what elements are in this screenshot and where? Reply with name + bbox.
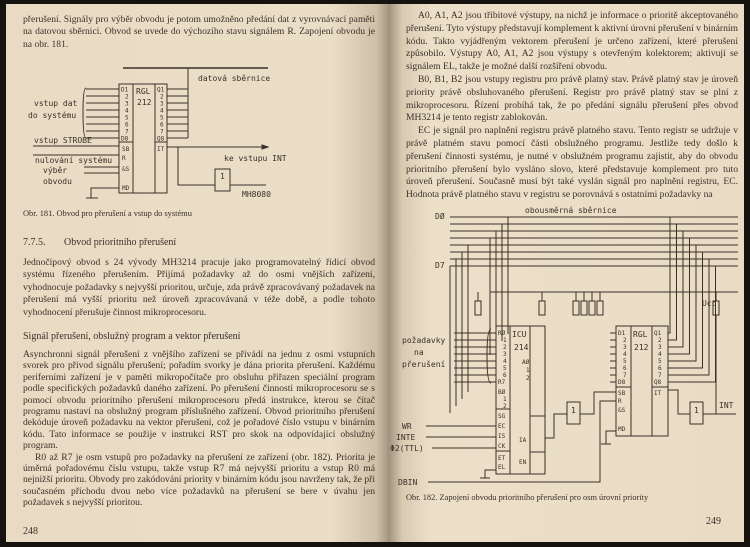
icu-pin-label: BØ [498,389,506,396]
label-requests-3: přerušení [402,360,446,369]
icu-pin-label: RØ [498,330,506,337]
icu-name: ICU [512,330,527,339]
rgl-pin-label: 6 [623,365,627,372]
resistor [539,301,545,315]
label-int: INT [719,401,734,410]
resistor [475,301,481,315]
rgl-name: RGL [633,330,648,339]
intro-paragraph: přerušení. Signály pro výběr obvodu je potom umožněno předání dat z vyrovnávací paměti na datovou sběrnici. Obvod se uvede do výchozího stavu signálem R. Zapojení obvodu je na obr. 181. [23,14,375,50]
left-page [6,4,388,542]
label-select: výběr [43,166,68,175]
rgl-pin-label: SB [618,390,626,397]
rgl-pin-label: D1 [618,330,626,337]
bus-label: obousměrná sběrnice [525,206,617,215]
input-pin-label: 5 [125,114,129,122]
gate-label: 1 [220,172,225,181]
icu-pin-label: ET [498,455,506,462]
icu-output-ia: IA [519,437,527,444]
icu-pin-label: R7 [498,379,506,386]
output-pin-label: 6 [160,121,164,129]
rgl-pin-label: D8 [618,379,626,386]
chip-number: 212 [137,98,152,107]
rgl-output-wire [668,217,670,333]
input-pin-label: 4 [125,107,129,115]
input-pin-label: 6 [125,121,129,129]
page-number-249: 249 [706,516,721,527]
output-pin-label: 4 [160,107,164,115]
icu-pin-label: 6 [503,372,507,379]
pin-and-s: &S [122,166,130,173]
rgl-output-wire [668,252,703,368]
subheading: Signál přerušení, obslužný program a vektor přerušení [23,331,241,342]
icu-pin-label: CK [498,443,506,450]
output-pin-it: IT [157,146,165,153]
icu-pin-label: 4 [503,358,507,365]
figure-182-diagram [388,4,744,542]
rgl-pin-label: 4 [623,351,627,358]
icu-pin-label: EC [498,423,506,430]
icu-pin-label: 1 [503,337,507,344]
rgl-output-label: IT [654,390,662,397]
label-strobe: vstup STROBE [34,136,92,145]
rgl-output-label: 4 [658,351,662,358]
label-vcc: Ucc [702,299,717,308]
label-mh8080: MH8080 [242,190,271,199]
section-title: Obvod prioritního přerušení [64,237,177,248]
resistor [597,301,603,315]
rgl-output-label: 5 [658,358,662,365]
rgl-pin-label: &S [618,407,626,414]
label-requests: požadavky [402,336,446,345]
icu-pin-label: EL [498,464,506,471]
label-phi2: Φ2(TTL) [390,444,424,453]
gate-label-1: 1 [571,406,576,415]
rgl-output-wire [668,224,677,340]
gate-label-2: 1 [694,406,699,415]
output-pin-label: 2 [160,93,164,101]
icu-output-a0: AØ [522,359,530,366]
rgl-pin-label: 3 [623,344,627,351]
output-pin-label: Q1 [157,86,165,94]
paragraph-mh3214: Jednočipový obvod s 24 vývody MH3214 pracuje jako programovatelný řídicí obvod systému řízeného přerušením. Přijímá požadavky až do osmi vnějších zařízení, vyhodnocuje požadavky s nejvyšší prioritou, určuje, zda právě zpracovávaný požadavek na přerušení má vyšší prioritu než úroveň zpracovávaná v téže době, a podle tohoto vyhodnocení přerušuje činnost mikroprocesoru. [23,257,375,318]
rgl-output-wire [668,245,696,361]
input-pin-label: D8 [121,135,129,143]
icu-output-en: EN [519,459,527,466]
icu-pin-label: 2 [503,403,507,410]
rgl-output-label: 2 [658,337,662,344]
resistor [589,301,595,315]
resistor [581,301,587,315]
label-d0: DØ [435,212,445,221]
label-select-2: obvodu [43,177,72,186]
section-heading [23,237,176,249]
icu-output-a1: 1 [526,367,530,374]
label-wr: WR [402,422,412,431]
output-pin-label: 7 [160,128,164,136]
figure-181-diagram [6,4,388,224]
right-text: A0, A1, A2 jsou třibitové výstupy, na nichž je informace o prioritě akceptovaného přerušení. Tyto výstupy představují komplement k aktivní úrovni přerušení v binárním kódu. Takto vyjádřeným vektorem přerušení je určeno zařízení, které přerušení způsobilo. Výstupy A0, A1, A2 jsou výstupy s otevřeným kolektorem; aktivují se signálem EL, takže je možné další rozšíření obvodu. B0, B1, B2 jsou vstupy registru pro právě platný stav. Právě platný stav je úroveň priority právě obsluhovaného přerušení. Registr pro právě platný stav se plní z mikroprocesoru. Řízení probíhá tak, že po předání signálu přerušení přes obvod MH3214 je tento registr zablokován. EC je signál pro naplnění registru právě platného stavu. Tento registr se udržuje v právě platném stavu pomocí části obslužného programu. Jestliže tedy došlo k přerušení činnosti systému, je nutné v obslužném programu zajistit, aby do obvodu prioritního přerušení bylo vysláno slovo, které představuje komplement pro tuto úroveň přerušení. Současně musí být také vyslán signál pro naplnění registru, EC. Hodnota právě platného stavu v registru se porovnává s ostatními požadavky na [406,10,738,201]
input-pin-label: 2 [125,93,129,101]
input-pin-label: D1 [121,86,129,94]
bus-label: datová sběrnice [198,74,271,83]
label-d7: D7 [435,261,445,270]
pin-md: MD [122,185,130,192]
icu-pin-label: 2 [503,344,507,351]
icu-pin-label: 3 [503,351,507,358]
rgl-output-label: 3 [658,344,662,351]
icu-output-a2: 2 [526,375,530,382]
paragraph-interrupt: Asynchronní signál přerušení z vnějšího zařízení se přivádí na jednu z osmi vstupních svorek pro přívod signálu přerušení; pořadím svorky je dána priorita přerušení. Každému periferními zařízení je v paměti mikropočítače pro obsluhu přiřazen speciální program podle specifických požadavků daného zařízení. Po přerušení činnosti mikroprocesoru se s pomocí obvodu prioritního přerušení mikroprocesoru předá instrukce, kterou se čítač programu nastaví na obslužný program příslušného zařízení. Obvod prioritního přerušení dekóduje úroveň požadavku na vektor přerušení, což je pořadové číslo vstupu v binárním kódu. Tato informace se použije v instrukci RST pro skok na odpovídající obslužný program. R0 až R7 je osm vstupů pro požadavky na přerušení ze zařízení (obr. 182). Priorita je úměrná pořadovému číslu vstupu, takže vstup R7 má nejvyšší prioritu a vstup R0 má nejnižší prioritu. Obvody pro zakódování priority v binárním kódu jsou navrženy tak, že při současném příchodu dvou nebo více požadavků na přerušení se bere v úvahu jen požadavek s nejvyšší prioritou. [23,349,375,509]
rgl-number: 212 [634,343,649,352]
pin-sb: SB [122,146,130,153]
label-reset: nulování systému [35,156,113,165]
figure-181-caption: Obr. 181. Obvod pro přerušení a vstup do systému [23,209,192,218]
rgl-pin-label: R [618,398,622,405]
icu-pin-label: IS [498,433,506,440]
icu-pin-label: 1 [503,396,507,403]
label-int: ke vstupu INT [224,154,287,163]
icu-pin-label: SG [498,413,506,420]
resistor [573,301,579,315]
chip-name: RGL [136,87,151,96]
rgl-pin-label: 5 [623,358,627,365]
right-page [388,4,744,542]
output-pin-label: 3 [160,100,164,108]
page-number-248: 248 [23,526,38,537]
input-pin-label: 3 [125,100,129,108]
output-pin-label: 5 [160,114,164,122]
label-data-in-2: do systému [28,111,77,120]
label-data-in: vstup dat [34,99,78,108]
rgl-pin-label: 2 [623,337,627,344]
rgl-output-label: 7 [658,372,662,379]
section-number: 7.7.5. [23,237,46,248]
pin-r: R [122,155,126,162]
rgl-output-label: Q8 [654,379,662,386]
rgl-output-wire [668,266,716,382]
output-pin-label: Q8 [157,135,165,143]
brace [83,88,86,138]
rgl-pin-label: 7 [623,372,627,379]
label-dbin: DBIN [398,478,418,487]
rgl-pin-label: MD [618,426,626,433]
rgl-output-label: Q1 [654,330,662,337]
rgl-output-wire [668,238,690,354]
icu-number: 214 [514,343,529,352]
rgl-output-label: 6 [658,365,662,372]
label-inte: INTE [396,433,416,442]
input-pin-label: 7 [125,128,129,136]
icu-pin-label: 5 [503,365,507,372]
label-requests-2: na [414,348,424,357]
figure-182-caption: Obr. 182. Zapojení obvodu prioritního přerušení pro osm úrovní priority [406,493,649,502]
